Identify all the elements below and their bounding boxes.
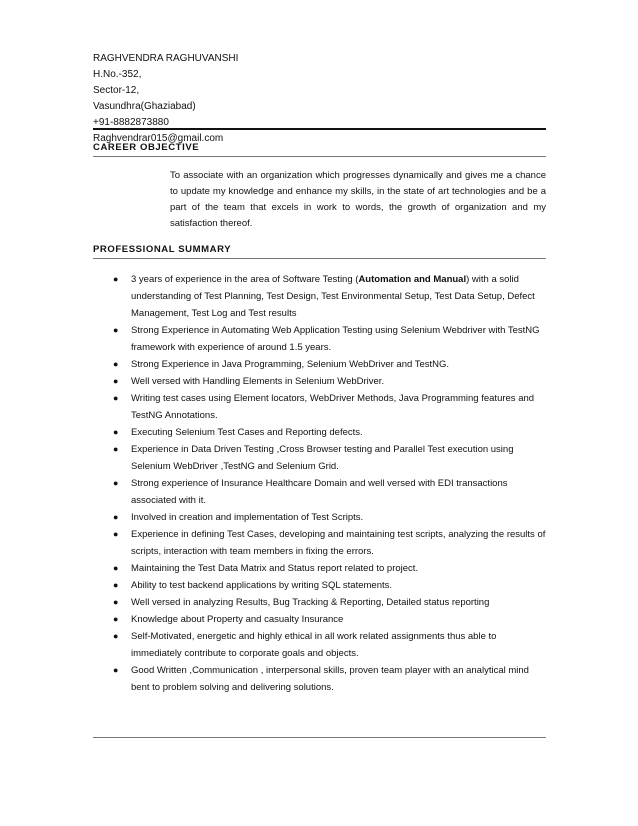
- summary-item: [110, 560, 546, 577]
- summary-item-text: Well versed in analyzing Results, Bug Tracking & Reporting, Detailed status reporting: [131, 597, 490, 608]
- summary-item: [110, 441, 546, 475]
- summary-item-text: Strong Experience in Java Programming, Selenium WebDriver and TestNG.: [131, 359, 450, 370]
- phone-number: +91-8882873880: [93, 117, 169, 128]
- summary-item: [110, 373, 546, 390]
- contact-block: [93, 51, 238, 147]
- bullet-icon: ●: [113, 325, 119, 335]
- bullet-icon: ●: [113, 631, 119, 641]
- summary-item: [110, 526, 546, 560]
- bullet-icon: ●: [113, 274, 119, 284]
- summary-item-text: Involved in creation and implementation of Test Scripts.: [131, 512, 364, 523]
- summary-item: [110, 424, 546, 441]
- summary-item: [110, 662, 546, 696]
- bullet-icon: ●: [113, 614, 119, 624]
- summary-item-text: Experience in defining Test Cases, developing and maintaining test scripts, analyzing the results of scripts, interaction with team members in fixing the errors.: [131, 529, 546, 557]
- bullet-icon: ●: [113, 376, 119, 386]
- summary-item: [110, 577, 546, 594]
- email-address: Raghvendrar015@gmail.com: [93, 133, 224, 144]
- bullet-icon: ●: [113, 597, 119, 607]
- summary-item: [110, 390, 546, 424]
- bullet-icon: ●: [113, 478, 119, 488]
- summary-item: [110, 356, 546, 373]
- career-objective-heading: CAREER OBJECTIVE: [93, 142, 200, 153]
- summary-item: [110, 628, 546, 662]
- summary-item-text: Executing Selenium Test Cases and Reporting defects.: [131, 427, 363, 438]
- bullet-icon: ●: [113, 444, 119, 454]
- summary-item: [110, 322, 546, 356]
- bullet-icon: ●: [113, 563, 119, 573]
- footer-divider: [93, 737, 546, 738]
- summary-item-text: Ability to test backend applications by writing SQL statements.: [131, 580, 393, 591]
- bullet-icon: ●: [113, 359, 119, 369]
- summary-item-text: Self-Motivated, energetic and highly ethical in all work related assignments thus able to immediately contribute to corporate goals and objects.: [131, 631, 497, 659]
- summary-item-text: Experience in Data Driven Testing ,Cross Browser testing and Parallel Test execution using Selenium WebDriver ,TestNG and Selenium Grid.: [131, 444, 514, 472]
- summary-item-text: Well versed with Handling Elements in Selenium WebDriver.: [131, 376, 385, 387]
- bullet-icon: ●: [113, 580, 119, 590]
- summary-item: [110, 594, 546, 611]
- candidate-name: RAGHVENDRA RAGHUVANSHI: [93, 53, 239, 64]
- professional-summary-divider: [93, 258, 546, 259]
- summary-item-text: Strong Experience in Automating Web Application Testing using Selenium Webdriver with TestNG framework with experience of around 1.5 years.: [131, 325, 540, 353]
- summary-item-text: Maintaining the Test Data Matrix and Status report related to project.: [131, 563, 419, 574]
- summary-item-text: Good Written ,Communication , interpersonal skills, proven team player with an analytical mind bent to problem solving and delivering solutions.: [131, 665, 529, 693]
- bullet-icon: ●: [113, 665, 119, 675]
- career-objective-text: To associate with an organization which progresses dynamically and gives me a chance to update my knowledge and enhance my skills, in the state of art technologies and be a part of the team that excels in work to words, the growth of organization and my satisfaction thereof.: [170, 170, 546, 229]
- summary-item-text: 3 years of experience in the area of Software Testing (Automation and Manual) with a solid understanding of Test Planning, Test Design, Test Environmental Setup, Test Data Setup, Defect Management, Test Log and Test results: [131, 274, 535, 319]
- bullet-icon: ●: [113, 393, 119, 403]
- summary-item: [110, 611, 546, 628]
- address-sector: Sector-12,: [93, 85, 140, 96]
- summary-item: [110, 475, 546, 509]
- address-house: H.No.-352,: [93, 69, 142, 80]
- professional-summary-heading: PROFESSIONAL SUMMARY: [93, 244, 232, 255]
- address-city: Vasundhra(Ghaziabad): [93, 101, 196, 112]
- bullet-icon: ●: [113, 427, 119, 437]
- summary-item: [110, 271, 546, 322]
- summary-item-emphasis: Automation and Manual: [358, 274, 467, 285]
- summary-item-text: Strong experience of Insurance Healthcare Domain and well versed with EDI transactions associated with it.: [131, 478, 508, 506]
- bullet-icon: ●: [113, 529, 119, 539]
- professional-summary-list: [110, 271, 546, 696]
- bullet-icon: ●: [113, 512, 119, 522]
- career-objective-divider: [93, 156, 546, 157]
- summary-item-text: Writing test cases using Element locators, WebDriver Methods, Java Programming features and TestNG Annotations.: [131, 393, 535, 421]
- summary-item-text: Knowledge about Property and casualty Insurance: [131, 614, 344, 625]
- summary-item: [110, 509, 546, 526]
- header-divider: [93, 128, 546, 130]
